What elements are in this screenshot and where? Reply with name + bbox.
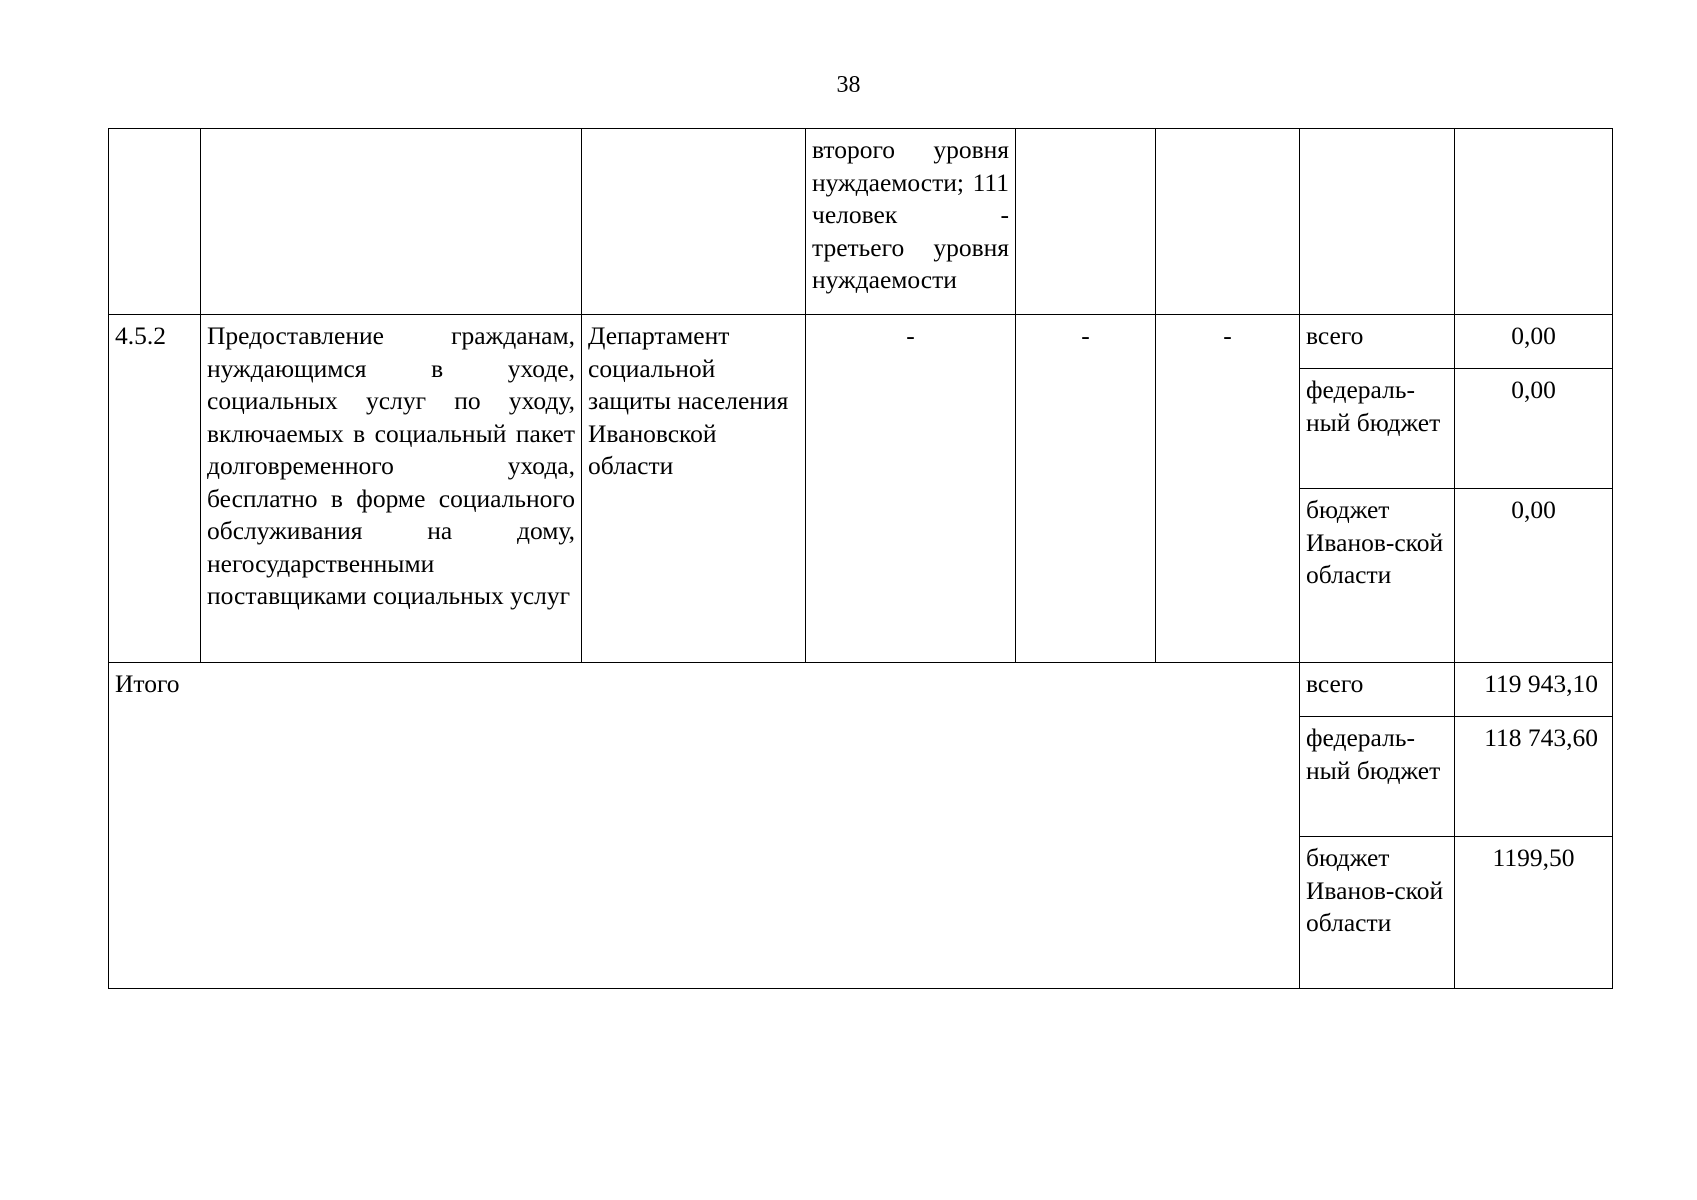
cell-indicator-continuation: второго уровня нуждаемости; 111 человек - третьего уровня нуждаемости bbox=[806, 129, 1016, 315]
funding-amount: 119 943,10 bbox=[1455, 663, 1613, 717]
funding-source: бюджет Иванов-ской области bbox=[1300, 837, 1455, 989]
row-col6: - bbox=[1156, 315, 1300, 663]
cell-executor-empty bbox=[582, 129, 806, 315]
total-label: Итого bbox=[109, 663, 1300, 989]
cell-source-empty bbox=[1300, 129, 1455, 315]
cell-amount-empty bbox=[1455, 129, 1613, 315]
continuation-row bbox=[109, 129, 1613, 315]
cell-description-empty bbox=[201, 129, 582, 315]
funding-amount: 1199,50 bbox=[1455, 837, 1613, 989]
funding-source: федераль-ный бюджет bbox=[1300, 369, 1455, 489]
cell-col6-empty bbox=[1156, 129, 1300, 315]
row-indicator: - bbox=[806, 315, 1016, 663]
funding-amount: 0,00 bbox=[1455, 489, 1613, 663]
funding-amount: 0,00 bbox=[1455, 315, 1613, 369]
cell-number-empty bbox=[109, 129, 201, 315]
budget-table bbox=[108, 128, 1613, 989]
page-number: 38 bbox=[836, 72, 861, 98]
table-row-4-5-2 bbox=[109, 315, 1613, 369]
funding-amount: 0,00 bbox=[1455, 369, 1613, 489]
row-col5: - bbox=[1016, 315, 1156, 663]
row-description: Предоставление гражданам, нуждающимся в уходе, социальных услуг по уходу, включаемых в социальный пакет долговременного ухода, бесплатно в форме социального обслуживания на дому, негосударственными поставщиками социальных услуг bbox=[201, 315, 582, 663]
row-number: 4.5.2 bbox=[109, 315, 201, 663]
funding-source: федераль-ный бюджет bbox=[1300, 717, 1455, 837]
row-executor: Департамент социальной защиты населения Ивановской области bbox=[582, 315, 806, 663]
funding-source: всего bbox=[1300, 663, 1455, 717]
table-row-total bbox=[109, 663, 1613, 717]
funding-source: всего bbox=[1300, 315, 1455, 369]
cell-col5-empty bbox=[1016, 129, 1156, 315]
funding-source: бюджет Иванов-ской области bbox=[1300, 489, 1455, 663]
funding-amount: 118 743,60 bbox=[1455, 717, 1613, 837]
